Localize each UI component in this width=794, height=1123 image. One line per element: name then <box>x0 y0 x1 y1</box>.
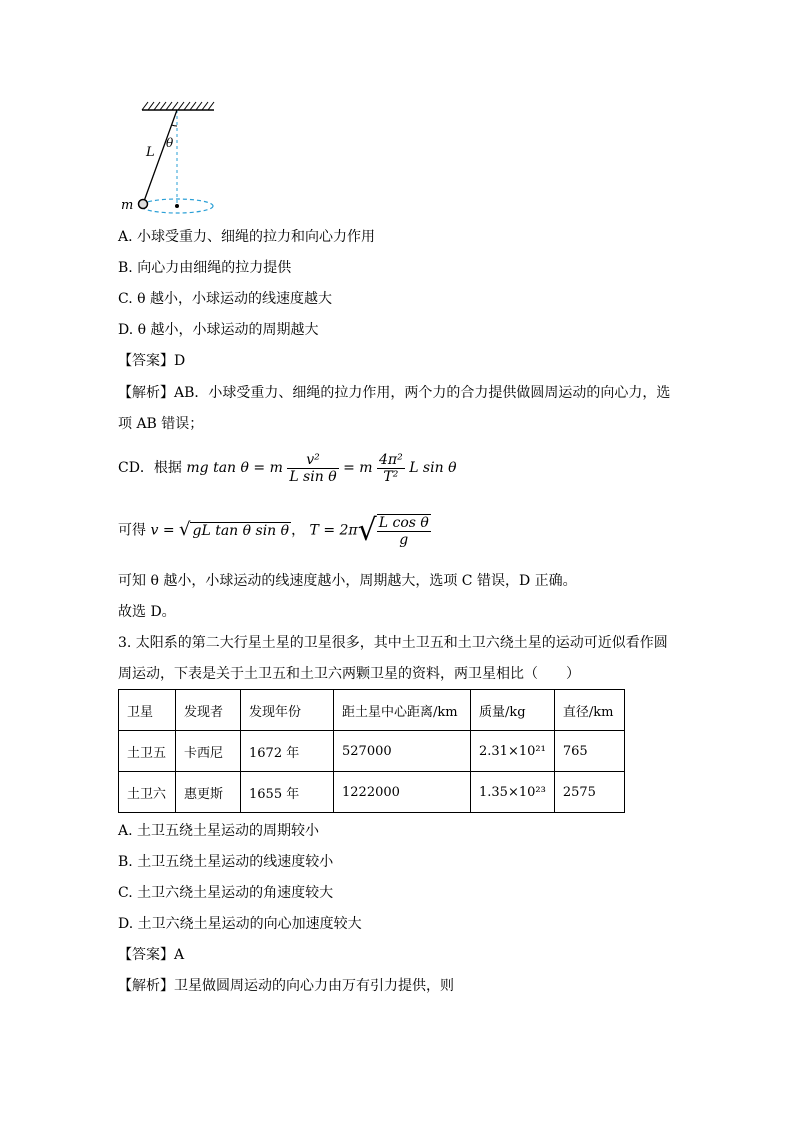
angle-arc <box>172 125 177 126</box>
table-cell: 527000 <box>334 731 471 772</box>
analysis-text: AB．小球受重力、细绳的拉力作用，两个力的合力提供做圆周运动的向心力，选 <box>174 385 671 401</box>
table-header-cell: 发现年份 <box>241 690 334 731</box>
label-L: L <box>146 145 155 160</box>
cd-lhs: mg tan θ = m <box>186 460 283 476</box>
q2-analysis-line1 <box>118 384 670 402</box>
table-header-cell: 直径/km <box>554 690 624 731</box>
analysis-tag: 【解析】 <box>118 978 174 994</box>
table-cell: 765 <box>554 731 624 772</box>
q3-option-b: B. 土卫五绕土星运动的线速度较小 <box>118 854 334 870</box>
q3-option-c: C. 土卫六绕土星运动的角速度较大 <box>118 885 334 901</box>
cd-formula <box>118 450 457 490</box>
table-cell: 2.31×10²¹ <box>471 731 555 772</box>
analysis-tag: 【解析】 <box>118 385 174 401</box>
table-cell: 土卫五 <box>119 731 176 772</box>
answer-value: D <box>174 353 186 369</box>
satellite-table <box>118 689 625 813</box>
q2-option-c: C. θ 越小，小球运动的线速度越大 <box>118 291 332 307</box>
table-header-cell: 卫星 <box>119 690 176 731</box>
result-T: T = 2π <box>309 522 358 539</box>
table-header-cell: 质量/kg <box>471 690 555 731</box>
cd-mid: = m <box>343 460 373 476</box>
q3-answer <box>118 946 184 964</box>
answer-value: A <box>174 947 185 963</box>
q2-option-b: B. 向心力由细绳的拉力提供 <box>118 260 292 276</box>
cd-frac-1 <box>287 452 338 485</box>
sqrt-v: √ gL tan θ sin θ <box>179 519 290 540</box>
cd-frac2-den: T² <box>383 468 399 485</box>
q2-conclusion: 可知 θ 越小，小球运动的线速度越小，周期越大，选项 C 错误，D 正确。 <box>118 573 577 589</box>
result-v: v = <box>150 522 179 539</box>
cd-prefix: CD．根据 <box>118 460 182 476</box>
sqrt-T: √ $\frac{\text{L cos θ}}{g}$ <box>357 512 429 548</box>
cd-frac-2 <box>377 452 405 485</box>
result-prefix: 可得 <box>118 522 146 539</box>
q3-option-d: D. 土卫六绕土星运动的向心加速度较大 <box>118 916 362 932</box>
label-theta: θ <box>166 136 174 150</box>
table-cell: 1655 年 <box>241 772 334 813</box>
cd-rhs: L sin θ <box>409 460 457 476</box>
table-header-cell: 发现者 <box>176 690 241 731</box>
table-cell: 惠更斯 <box>176 772 241 813</box>
q3-stem-line1: 3. 太阳系的第二大行星土星的卫星很多，其中土卫五和土卫六绕土星的运动可近似看作圆 <box>118 635 668 651</box>
center-point <box>175 204 179 208</box>
answer-tag: 【答案】 <box>118 353 174 369</box>
table-header-cell: 距土星中心距离/km <box>334 690 471 731</box>
cd-frac2-num: 4π² <box>379 451 403 468</box>
cd-frac1-num: v² <box>287 452 338 469</box>
ceiling-hatch <box>142 102 214 110</box>
conical-pendulum-diagram <box>110 96 230 220</box>
table-cell: 1672 年 <box>241 731 334 772</box>
table-row <box>119 731 625 772</box>
q3-stem-line2: 周运动，下表是关于土卫五和土卫六两颗卫星的资料，两卫星相比（ ） <box>118 666 580 682</box>
analysis-text: 卫星做圆周运动的向心力由万有引力提供，则 <box>174 978 454 994</box>
result-sep: ， <box>291 522 306 539</box>
table-row <box>119 772 625 813</box>
table-cell: 1.35×10²³ <box>471 772 555 813</box>
q2-option-a: A. 小球受重力、细绳的拉力和向心力作用 <box>118 229 376 245</box>
ball <box>139 200 148 209</box>
answer-tag: 【答案】 <box>118 947 174 963</box>
result-v-root: gL tan θ sin θ <box>192 523 290 539</box>
q2-option-d: D. θ 越小，小球运动的周期越大 <box>118 322 319 338</box>
q3-analysis <box>118 977 454 995</box>
result-formula <box>118 510 431 554</box>
table-cell: 2575 <box>554 772 624 813</box>
q2-analysis-line2: 项 AB 错误； <box>118 416 204 432</box>
q2-answer <box>118 352 185 370</box>
table-cell: 卡西尼 <box>176 731 241 772</box>
result-T-num: L cos θ <box>378 514 429 531</box>
table-cell: 1222000 <box>334 772 471 813</box>
label-m: m <box>121 198 134 213</box>
table-header-row <box>119 690 625 731</box>
result-T-frac <box>377 514 431 548</box>
result-T-den: g <box>399 531 409 548</box>
q3-option-a: A. 土卫五绕土星运动的周期较小 <box>118 823 320 839</box>
q2-final: 故选 D。 <box>118 604 176 620</box>
cd-frac1-den: L sin θ <box>289 468 337 485</box>
table-cell: 土卫六 <box>119 772 176 813</box>
